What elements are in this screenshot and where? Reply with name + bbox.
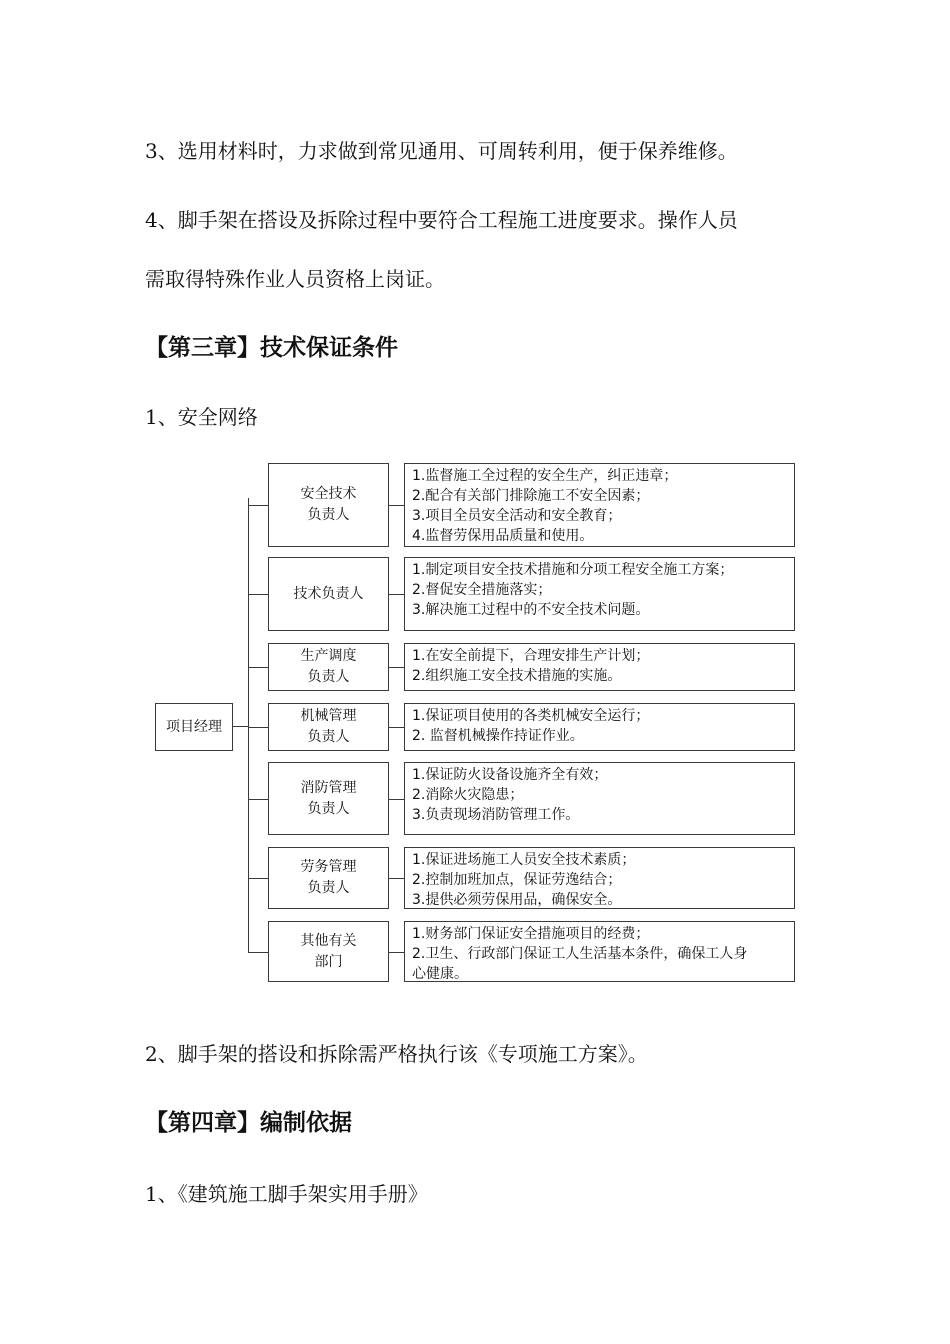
- branch-connector: [248, 799, 269, 800]
- duty-box: [404, 921, 795, 982]
- role-box: [268, 703, 389, 751]
- branch-connector: [248, 727, 269, 728]
- role-box: [268, 847, 389, 909]
- branch-connector: [248, 667, 269, 668]
- role-label-line: 劳务管理: [300, 859, 357, 875]
- duty-item: 1.在安全前提下，合理安排生产计划；: [412, 648, 650, 664]
- duty-item: 1.保证防火设备设施齐全有效；: [412, 767, 608, 783]
- role-label-line: 部门: [314, 953, 343, 970]
- role-label: [301, 484, 357, 526]
- paragraph-3: 3、选用材料时，力求做到常见通用、可周转利用，便于保养维修。: [145, 139, 738, 163]
- chapter-4-item-1: 1、《建筑施工脚手架实用手册》: [145, 1182, 428, 1206]
- branch-connector: [248, 594, 269, 595]
- role-label-line: 负责人: [307, 800, 350, 817]
- role-label-line: 负责人: [307, 507, 350, 523]
- duty-item: 2.控制加班加点，保证劳逸结合；: [412, 872, 622, 888]
- duty-box: [404, 463, 795, 547]
- duty-connector: [388, 667, 405, 668]
- chapter-4-heading: 【第四章】编制依据: [145, 1110, 352, 1136]
- paragraph-4-line-2: 需取得特殊作业人员资格上岗证。: [145, 267, 445, 291]
- duty-connector: [388, 594, 405, 595]
- role-label-line: 消防管理: [300, 779, 357, 796]
- role-label-line: 安全技术: [300, 486, 357, 502]
- role-label: [301, 706, 357, 748]
- duty-connector: [388, 799, 405, 800]
- role-label-line: 负责人: [307, 729, 350, 745]
- duty-item: 3.项目全员安全活动和安全教育；: [412, 508, 622, 524]
- duty-item: 1.财务部门保证安全措施项目的经费；: [412, 926, 650, 942]
- role-label-line: 其他有关: [300, 932, 357, 949]
- chapter-3-item-2: 2、脚手架的搭设和拆除需严格执行该《专项施工方案》。: [145, 1042, 648, 1066]
- role-label: [301, 931, 357, 973]
- duty-item: 1.监督施工全过程的安全生产，纠正违章；: [412, 468, 678, 484]
- duty-box: [404, 847, 795, 909]
- duty-connector: [388, 878, 405, 879]
- role-label: [301, 778, 357, 820]
- branch-connector: [248, 505, 269, 506]
- duty-item: 1.保证进场施工人员安全技术素质；: [412, 852, 636, 868]
- role-box: [268, 921, 389, 982]
- root-connector: [232, 726, 249, 727]
- role-label-line: 技术负责人: [293, 585, 364, 602]
- role-label-line: 负责人: [307, 880, 350, 896]
- duty-connector: [388, 505, 405, 506]
- role-label-line: 负责人: [307, 669, 350, 685]
- duty-item: 心健康。: [412, 966, 468, 982]
- duty-item: 3.解决施工过程中的不安全技术问题。: [412, 602, 650, 618]
- duty-item: 4.监督劳保用品质量和使用。: [412, 528, 594, 544]
- duty-item: 1.制定项目安全技术措施和分项工程安全施工方案；: [412, 562, 734, 578]
- duty-box: [404, 762, 795, 835]
- role-label-line: 生产调度: [300, 648, 357, 664]
- role-label: [301, 857, 357, 899]
- chapter-3-item-1: 1、安全网络: [145, 405, 258, 429]
- role-box: [268, 557, 389, 631]
- duty-item: 3.提供必须劳保用品，确保安全。: [412, 892, 622, 908]
- role-label: [301, 646, 357, 688]
- duty-item: 3.负责现场消防管理工作。: [412, 807, 580, 823]
- duty-item: 2.消除火灾隐患；: [412, 787, 524, 803]
- duty-item: 1.保证项目使用的各类机械安全运行；: [412, 708, 650, 724]
- root-label: 项目经理: [166, 718, 222, 735]
- role-label: [294, 584, 364, 605]
- root-box-project-manager: [155, 703, 233, 751]
- role-box: [268, 463, 389, 547]
- duty-item: 2. 监督机械操作持证作业。: [412, 728, 584, 744]
- duty-item: 2.组织施工安全技术措施的实施。: [412, 668, 622, 684]
- duty-box: [404, 703, 795, 751]
- role-box: [268, 762, 389, 835]
- duty-item: 2.配合有关部门排除施工不安全因素；: [412, 488, 650, 504]
- duty-box: [404, 643, 795, 691]
- branch-connector: [248, 952, 269, 953]
- duty-box: [404, 557, 795, 631]
- duty-item: 2.卫生、行政部门保证工人生活基本条件，确保工人身: [412, 946, 748, 962]
- role-label-line: 机械管理: [300, 708, 357, 724]
- chapter-3-heading: 【第三章】技术保证条件: [145, 335, 398, 361]
- duty-connector: [388, 952, 405, 953]
- paragraph-4-line-1: 4、脚手架在搭设及拆除过程中要符合工程施工进度要求。操作人员: [145, 208, 738, 232]
- duty-connector: [388, 727, 405, 728]
- trunk-line: [248, 498, 249, 952]
- role-box: [268, 643, 389, 691]
- branch-connector: [248, 878, 269, 879]
- duty-item: 2.督促安全措施落实；: [412, 582, 552, 598]
